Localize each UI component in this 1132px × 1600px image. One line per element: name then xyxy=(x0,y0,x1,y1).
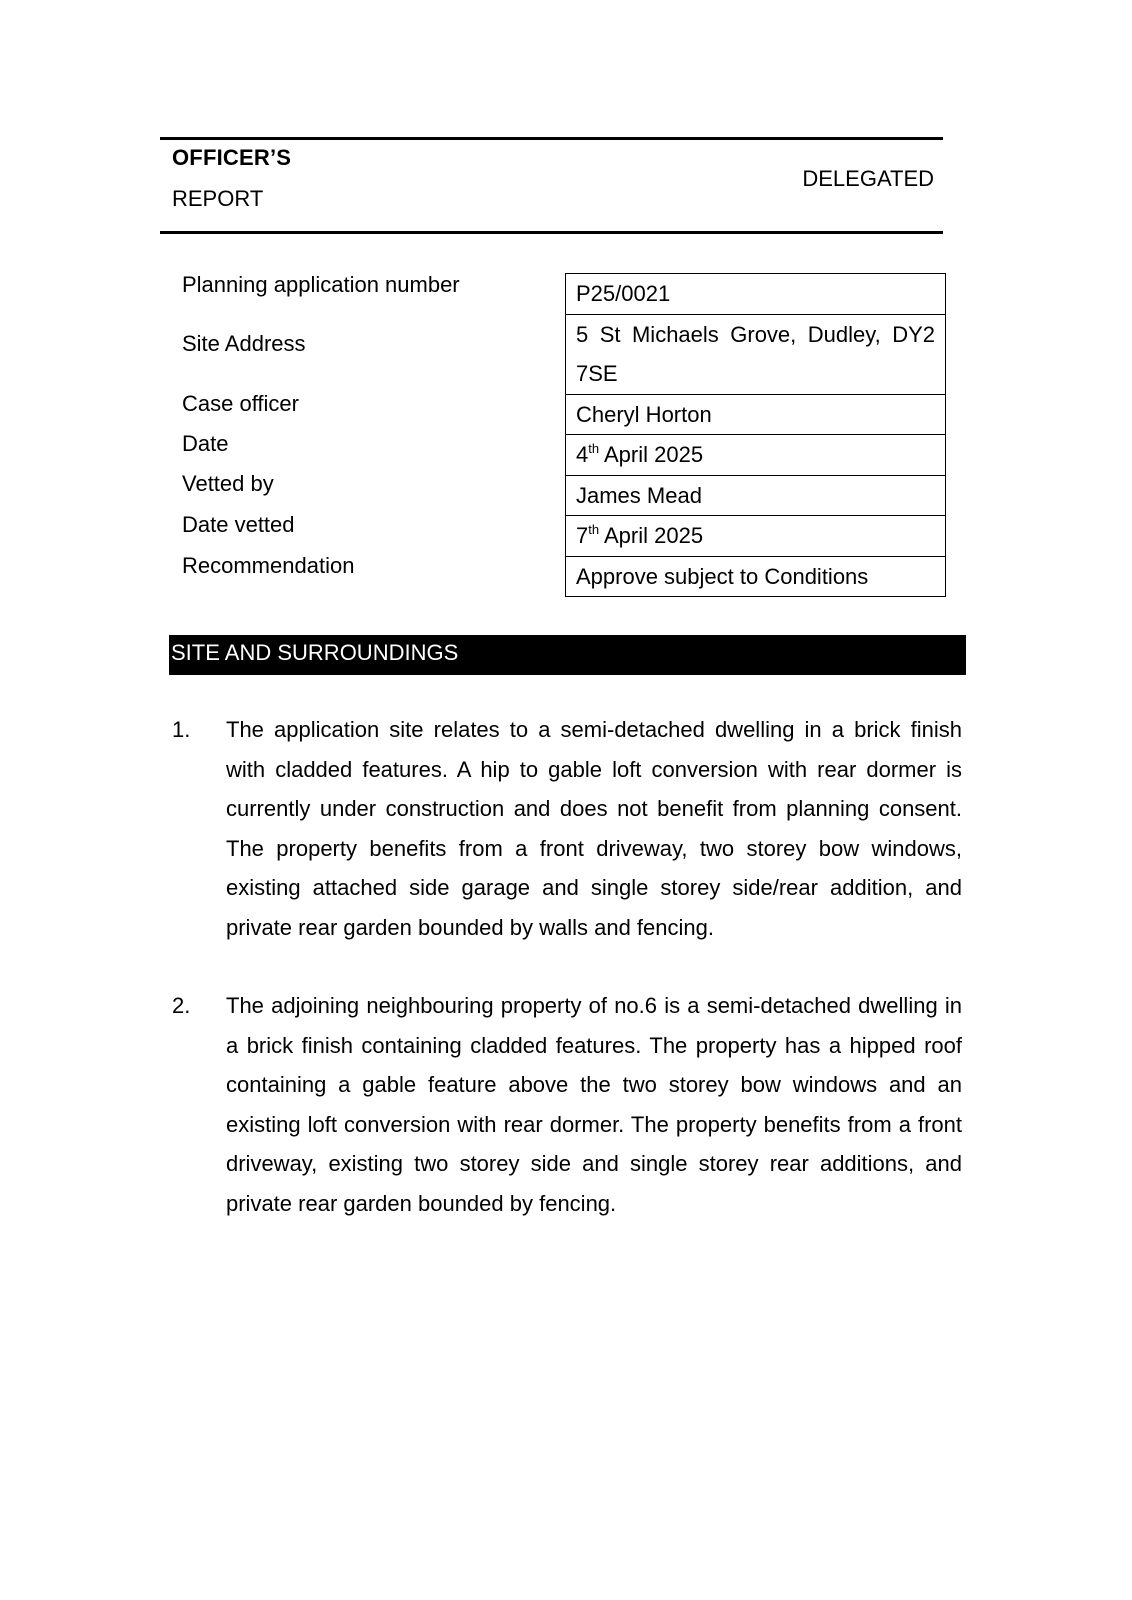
label-case-officer: Case officer xyxy=(182,391,299,416)
value-case-officer: Cheryl Horton xyxy=(566,394,946,435)
label-application-number: Planning application number xyxy=(182,272,460,297)
date-rest: April 2025 xyxy=(599,442,704,467)
table-row xyxy=(566,314,946,394)
table-row xyxy=(566,556,946,597)
table-row xyxy=(566,394,946,435)
label-vetted-by: Vetted by xyxy=(182,471,274,496)
date-suffix: th xyxy=(588,440,600,456)
table-row xyxy=(566,435,946,476)
value-site-address: 5 St Michaels Grove, Dudley, DY2 7SE xyxy=(566,314,946,394)
label-recommendation: Recommendation xyxy=(182,553,355,578)
paragraph-text: The adjoining neighbouring property of no.6 is a semi-detached dwelling in a brick finish containing cladded features. The property has a hipped roof containing a gable feature above the two storey bow windows and an existing loft conversion with rear dormer. The property benefits from a front driveway, existing two storey side and single storey rear additions, and private rear garden bounded by fencing. xyxy=(226,993,962,1216)
paragraph-text: The application site relates to a semi-detached dwelling in a brick finish with cladded features. A hip to gable loft conversion with rear dormer is currently under construction and does not benefit from planning consent. The property benefits from a front driveway, two storey bow windows, existing attached side garage and single storey side/rear addition, and private rear garden bounded by walls and fencing. xyxy=(226,717,962,940)
label-date-vetted: Date vetted xyxy=(182,512,295,537)
table-row xyxy=(566,516,946,557)
report-title-line1: OFFICER’S xyxy=(172,145,292,170)
details-table xyxy=(565,273,946,597)
paragraph-number: 2. xyxy=(172,993,191,1018)
header-bottom-rule xyxy=(160,231,943,234)
section-heading-site-and-surroundings: SITE AND SURROUNDINGS xyxy=(169,635,966,675)
report-title-line2: REPORT xyxy=(172,186,264,211)
delegated-label: DELEGATED xyxy=(802,166,934,191)
table-row xyxy=(566,274,946,315)
value-date-vetted xyxy=(566,516,946,557)
paragraph-number: 1. xyxy=(172,717,191,742)
table-row xyxy=(566,475,946,516)
date-day: 4 xyxy=(576,442,589,467)
label-date: Date xyxy=(182,431,229,456)
date-vetted-suffix: th xyxy=(588,521,600,537)
date-vetted-rest: April 2025 xyxy=(599,523,704,548)
header-top-rule xyxy=(160,137,943,140)
value-recommendation: Approve subject to Conditions xyxy=(566,556,946,597)
value-date xyxy=(566,435,946,476)
value-application-number: P25/0021 xyxy=(566,274,946,315)
value-vetted-by: James Mead xyxy=(566,475,946,516)
label-site-address: Site Address xyxy=(182,331,306,356)
date-vetted-day: 7 xyxy=(576,523,589,548)
